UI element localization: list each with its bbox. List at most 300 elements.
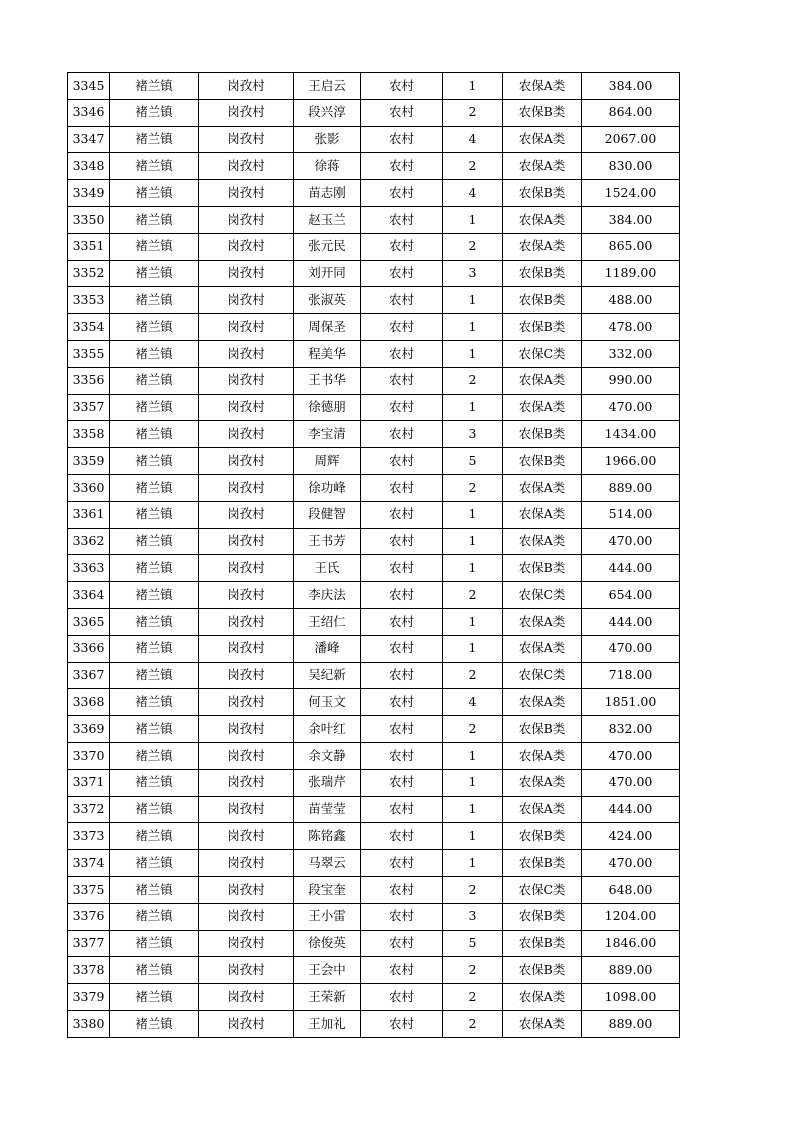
town-cell: 褚兰镇 — [110, 153, 199, 180]
table-row — [68, 153, 680, 180]
roster-table — [67, 72, 680, 1038]
town-cell: 褚兰镇 — [110, 501, 199, 528]
village-cell: 岗孜村 — [199, 796, 294, 823]
member-count-cell: 1 — [443, 73, 503, 100]
name-cell: 苗莹莹 — [294, 796, 361, 823]
table-row — [68, 528, 680, 555]
village-cell: 岗孜村 — [199, 153, 294, 180]
village-cell: 岗孜村 — [199, 260, 294, 287]
village-cell: 岗孜村 — [199, 823, 294, 850]
amount-cell: 1189.00 — [582, 260, 680, 287]
insurance-category-cell: 农保B类 — [503, 180, 582, 207]
household-type-cell: 农村 — [361, 930, 443, 957]
insurance-category-cell: 农保C类 — [503, 662, 582, 689]
town-cell: 褚兰镇 — [110, 73, 199, 100]
insurance-category-cell: 农保C类 — [503, 876, 582, 903]
table-row — [68, 180, 680, 207]
name-cell: 王会中 — [294, 957, 361, 984]
village-cell: 岗孜村 — [199, 689, 294, 716]
name-cell: 李庆法 — [294, 582, 361, 609]
table-row — [68, 1010, 680, 1037]
insurance-category-cell: 农保B类 — [503, 930, 582, 957]
name-cell: 段兴淳 — [294, 99, 361, 126]
member-count-cell: 1 — [443, 340, 503, 367]
table-row — [68, 314, 680, 341]
town-cell: 褚兰镇 — [110, 957, 199, 984]
row-number-cell: 3367 — [68, 662, 110, 689]
name-cell: 张影 — [294, 126, 361, 153]
row-number-cell: 3379 — [68, 984, 110, 1011]
row-number-cell: 3360 — [68, 474, 110, 501]
insurance-category-cell: 农保A类 — [503, 474, 582, 501]
name-cell: 马翠云 — [294, 850, 361, 877]
amount-cell: 864.00 — [582, 99, 680, 126]
table-row — [68, 287, 680, 314]
amount-cell: 1851.00 — [582, 689, 680, 716]
name-cell: 何玉文 — [294, 689, 361, 716]
name-cell: 徐蒋 — [294, 153, 361, 180]
village-cell: 岗孜村 — [199, 206, 294, 233]
household-type-cell: 农村 — [361, 180, 443, 207]
amount-cell: 470.00 — [582, 850, 680, 877]
town-cell: 褚兰镇 — [110, 340, 199, 367]
member-count-cell: 1 — [443, 635, 503, 662]
row-number-cell: 3380 — [68, 1010, 110, 1037]
table-row — [68, 421, 680, 448]
name-cell: 段宝奎 — [294, 876, 361, 903]
row-number-cell: 3369 — [68, 716, 110, 743]
table-row — [68, 850, 680, 877]
row-number-cell: 3371 — [68, 769, 110, 796]
member-count-cell: 2 — [443, 984, 503, 1011]
member-count-cell: 1 — [443, 555, 503, 582]
insurance-category-cell: 农保B类 — [503, 716, 582, 743]
amount-cell: 470.00 — [582, 742, 680, 769]
member-count-cell: 2 — [443, 367, 503, 394]
household-type-cell: 农村 — [361, 73, 443, 100]
village-cell: 岗孜村 — [199, 930, 294, 957]
name-cell: 段健智 — [294, 501, 361, 528]
village-cell: 岗孜村 — [199, 582, 294, 609]
household-type-cell: 农村 — [361, 662, 443, 689]
table-row — [68, 394, 680, 421]
village-cell: 岗孜村 — [199, 421, 294, 448]
name-cell: 潘峰 — [294, 635, 361, 662]
village-cell: 岗孜村 — [199, 314, 294, 341]
household-type-cell: 农村 — [361, 903, 443, 930]
town-cell: 褚兰镇 — [110, 769, 199, 796]
member-count-cell: 2 — [443, 153, 503, 180]
amount-cell: 654.00 — [582, 582, 680, 609]
town-cell: 褚兰镇 — [110, 206, 199, 233]
insurance-category-cell: 农保A类 — [503, 608, 582, 635]
insurance-category-cell: 农保A类 — [503, 153, 582, 180]
household-type-cell: 农村 — [361, 99, 443, 126]
household-type-cell: 农村 — [361, 716, 443, 743]
table-row — [68, 769, 680, 796]
insurance-category-cell: 农保A类 — [503, 528, 582, 555]
amount-cell: 1204.00 — [582, 903, 680, 930]
amount-cell: 1846.00 — [582, 930, 680, 957]
village-cell: 岗孜村 — [199, 340, 294, 367]
insurance-category-cell: 农保B类 — [503, 957, 582, 984]
insurance-category-cell: 农保A类 — [503, 796, 582, 823]
table-row — [68, 662, 680, 689]
amount-cell: 470.00 — [582, 528, 680, 555]
row-number-cell: 3375 — [68, 876, 110, 903]
village-cell: 岗孜村 — [199, 126, 294, 153]
village-cell: 岗孜村 — [199, 528, 294, 555]
table-row — [68, 474, 680, 501]
village-cell: 岗孜村 — [199, 367, 294, 394]
member-count-cell: 1 — [443, 742, 503, 769]
roster-table-body — [68, 73, 680, 1038]
table-row — [68, 957, 680, 984]
table-row — [68, 233, 680, 260]
table-row — [68, 984, 680, 1011]
amount-cell: 889.00 — [582, 957, 680, 984]
name-cell: 王荣新 — [294, 984, 361, 1011]
insurance-category-cell: 农保B类 — [503, 99, 582, 126]
table-row — [68, 903, 680, 930]
household-type-cell: 农村 — [361, 582, 443, 609]
name-cell: 余叶红 — [294, 716, 361, 743]
member-count-cell: 3 — [443, 421, 503, 448]
member-count-cell: 4 — [443, 689, 503, 716]
amount-cell: 1524.00 — [582, 180, 680, 207]
insurance-category-cell: 农保B类 — [503, 260, 582, 287]
town-cell: 褚兰镇 — [110, 394, 199, 421]
name-cell: 周保圣 — [294, 314, 361, 341]
amount-cell: 889.00 — [582, 474, 680, 501]
household-type-cell: 农村 — [361, 769, 443, 796]
name-cell: 王氏 — [294, 555, 361, 582]
row-number-cell: 3352 — [68, 260, 110, 287]
insurance-category-cell: 农保A类 — [503, 367, 582, 394]
name-cell: 刘开同 — [294, 260, 361, 287]
member-count-cell: 4 — [443, 126, 503, 153]
table-row — [68, 608, 680, 635]
insurance-category-cell: 农保A类 — [503, 233, 582, 260]
town-cell: 褚兰镇 — [110, 876, 199, 903]
row-number-cell: 3365 — [68, 608, 110, 635]
household-type-cell: 农村 — [361, 394, 443, 421]
town-cell: 褚兰镇 — [110, 421, 199, 448]
member-count-cell: 3 — [443, 903, 503, 930]
village-cell: 岗孜村 — [199, 957, 294, 984]
insurance-category-cell: 农保A类 — [503, 126, 582, 153]
table-row — [68, 260, 680, 287]
row-number-cell: 3361 — [68, 501, 110, 528]
member-count-cell: 1 — [443, 501, 503, 528]
town-cell: 褚兰镇 — [110, 930, 199, 957]
village-cell: 岗孜村 — [199, 903, 294, 930]
table-row — [68, 823, 680, 850]
row-number-cell: 3354 — [68, 314, 110, 341]
name-cell: 吴纪新 — [294, 662, 361, 689]
town-cell: 褚兰镇 — [110, 448, 199, 475]
insurance-category-cell: 农保A类 — [503, 206, 582, 233]
village-cell: 岗孜村 — [199, 635, 294, 662]
household-type-cell: 农村 — [361, 340, 443, 367]
amount-cell: 514.00 — [582, 501, 680, 528]
row-number-cell: 3374 — [68, 850, 110, 877]
name-cell: 王书华 — [294, 367, 361, 394]
village-cell: 岗孜村 — [199, 555, 294, 582]
amount-cell: 470.00 — [582, 394, 680, 421]
member-count-cell: 1 — [443, 796, 503, 823]
name-cell: 王绍仁 — [294, 608, 361, 635]
town-cell: 褚兰镇 — [110, 635, 199, 662]
insurance-category-cell: 农保A类 — [503, 689, 582, 716]
village-cell: 岗孜村 — [199, 73, 294, 100]
town-cell: 褚兰镇 — [110, 474, 199, 501]
row-number-cell: 3347 — [68, 126, 110, 153]
town-cell: 褚兰镇 — [110, 850, 199, 877]
household-type-cell: 农村 — [361, 1010, 443, 1037]
household-type-cell: 农村 — [361, 742, 443, 769]
insurance-category-cell: 农保B类 — [503, 823, 582, 850]
village-cell: 岗孜村 — [199, 716, 294, 743]
household-type-cell: 农村 — [361, 448, 443, 475]
amount-cell: 830.00 — [582, 153, 680, 180]
household-type-cell: 农村 — [361, 635, 443, 662]
insurance-category-cell: 农保B类 — [503, 314, 582, 341]
member-count-cell: 2 — [443, 716, 503, 743]
table-row — [68, 99, 680, 126]
amount-cell: 1966.00 — [582, 448, 680, 475]
member-count-cell: 4 — [443, 180, 503, 207]
row-number-cell: 3353 — [68, 287, 110, 314]
member-count-cell: 1 — [443, 287, 503, 314]
household-type-cell: 农村 — [361, 474, 443, 501]
household-type-cell: 农村 — [361, 876, 443, 903]
village-cell: 岗孜村 — [199, 984, 294, 1011]
table-row — [68, 635, 680, 662]
household-type-cell: 农村 — [361, 367, 443, 394]
table-row — [68, 716, 680, 743]
row-number-cell: 3350 — [68, 206, 110, 233]
household-type-cell: 农村 — [361, 153, 443, 180]
amount-cell: 990.00 — [582, 367, 680, 394]
row-number-cell: 3364 — [68, 582, 110, 609]
row-number-cell: 3372 — [68, 796, 110, 823]
town-cell: 褚兰镇 — [110, 99, 199, 126]
household-type-cell: 农村 — [361, 260, 443, 287]
insurance-category-cell: 农保B类 — [503, 850, 582, 877]
amount-cell: 718.00 — [582, 662, 680, 689]
member-count-cell: 5 — [443, 448, 503, 475]
amount-cell: 444.00 — [582, 796, 680, 823]
member-count-cell: 2 — [443, 474, 503, 501]
member-count-cell: 2 — [443, 233, 503, 260]
amount-cell: 444.00 — [582, 608, 680, 635]
member-count-cell: 2 — [443, 957, 503, 984]
town-cell: 褚兰镇 — [110, 260, 199, 287]
village-cell: 岗孜村 — [199, 474, 294, 501]
name-cell: 王加礼 — [294, 1010, 361, 1037]
table-row — [68, 501, 680, 528]
member-count-cell: 1 — [443, 769, 503, 796]
table-row — [68, 367, 680, 394]
household-type-cell: 农村 — [361, 957, 443, 984]
insurance-category-cell: 农保B类 — [503, 903, 582, 930]
household-type-cell: 农村 — [361, 421, 443, 448]
town-cell: 褚兰镇 — [110, 367, 199, 394]
table-row — [68, 340, 680, 367]
town-cell: 褚兰镇 — [110, 742, 199, 769]
household-type-cell: 农村 — [361, 126, 443, 153]
name-cell: 赵玉兰 — [294, 206, 361, 233]
name-cell: 张元民 — [294, 233, 361, 260]
member-count-cell: 1 — [443, 206, 503, 233]
amount-cell: 648.00 — [582, 876, 680, 903]
amount-cell: 2067.00 — [582, 126, 680, 153]
amount-cell: 889.00 — [582, 1010, 680, 1037]
table-row — [68, 555, 680, 582]
table-row — [68, 206, 680, 233]
name-cell: 苗志刚 — [294, 180, 361, 207]
table-row — [68, 582, 680, 609]
member-count-cell: 5 — [443, 930, 503, 957]
town-cell: 褚兰镇 — [110, 233, 199, 260]
village-cell: 岗孜村 — [199, 742, 294, 769]
row-number-cell: 3363 — [68, 555, 110, 582]
household-type-cell: 农村 — [361, 314, 443, 341]
town-cell: 褚兰镇 — [110, 689, 199, 716]
amount-cell: 865.00 — [582, 233, 680, 260]
member-count-cell: 1 — [443, 608, 503, 635]
member-count-cell: 2 — [443, 99, 503, 126]
name-cell: 余文静 — [294, 742, 361, 769]
village-cell: 岗孜村 — [199, 1010, 294, 1037]
row-number-cell: 3376 — [68, 903, 110, 930]
amount-cell: 384.00 — [582, 206, 680, 233]
member-count-cell: 2 — [443, 582, 503, 609]
town-cell: 褚兰镇 — [110, 314, 199, 341]
name-cell: 张瑞芹 — [294, 769, 361, 796]
table-row — [68, 796, 680, 823]
town-cell: 褚兰镇 — [110, 126, 199, 153]
town-cell: 褚兰镇 — [110, 555, 199, 582]
amount-cell: 832.00 — [582, 716, 680, 743]
amount-cell: 384.00 — [582, 73, 680, 100]
name-cell: 陈铭鑫 — [294, 823, 361, 850]
household-type-cell: 农村 — [361, 823, 443, 850]
table-row — [68, 126, 680, 153]
town-cell: 褚兰镇 — [110, 662, 199, 689]
amount-cell: 470.00 — [582, 769, 680, 796]
table-row — [68, 448, 680, 475]
insurance-category-cell: 农保A类 — [503, 73, 582, 100]
member-count-cell: 1 — [443, 314, 503, 341]
insurance-category-cell: 农保B类 — [503, 448, 582, 475]
row-number-cell: 3345 — [68, 73, 110, 100]
amount-cell: 488.00 — [582, 287, 680, 314]
amount-cell: 332.00 — [582, 340, 680, 367]
name-cell: 王启云 — [294, 73, 361, 100]
household-type-cell: 农村 — [361, 555, 443, 582]
household-type-cell: 农村 — [361, 287, 443, 314]
name-cell: 徐功峰 — [294, 474, 361, 501]
insurance-category-cell: 农保A类 — [503, 635, 582, 662]
household-type-cell: 农村 — [361, 796, 443, 823]
amount-cell: 478.00 — [582, 314, 680, 341]
insurance-category-cell: 农保B类 — [503, 287, 582, 314]
name-cell: 李宝清 — [294, 421, 361, 448]
amount-cell: 444.00 — [582, 555, 680, 582]
name-cell: 程美华 — [294, 340, 361, 367]
village-cell: 岗孜村 — [199, 394, 294, 421]
name-cell: 徐德朋 — [294, 394, 361, 421]
row-number-cell: 3349 — [68, 180, 110, 207]
town-cell: 褚兰镇 — [110, 823, 199, 850]
town-cell: 褚兰镇 — [110, 903, 199, 930]
row-number-cell: 3358 — [68, 421, 110, 448]
name-cell: 周辉 — [294, 448, 361, 475]
insurance-category-cell: 农保A类 — [503, 769, 582, 796]
household-type-cell: 农村 — [361, 689, 443, 716]
name-cell: 张淑英 — [294, 287, 361, 314]
insurance-category-cell: 农保A类 — [503, 1010, 582, 1037]
household-type-cell: 农村 — [361, 608, 443, 635]
row-number-cell: 3366 — [68, 635, 110, 662]
member-count-cell: 3 — [443, 260, 503, 287]
row-number-cell: 3357 — [68, 394, 110, 421]
name-cell: 王小雷 — [294, 903, 361, 930]
amount-cell: 470.00 — [582, 635, 680, 662]
table-row — [68, 876, 680, 903]
town-cell: 褚兰镇 — [110, 528, 199, 555]
member-count-cell: 1 — [443, 850, 503, 877]
town-cell: 褚兰镇 — [110, 796, 199, 823]
insurance-category-cell: 农保A类 — [503, 984, 582, 1011]
village-cell: 岗孜村 — [199, 287, 294, 314]
household-type-cell: 农村 — [361, 233, 443, 260]
row-number-cell: 3355 — [68, 340, 110, 367]
member-count-cell: 2 — [443, 876, 503, 903]
insurance-category-cell: 农保A类 — [503, 742, 582, 769]
household-type-cell: 农村 — [361, 850, 443, 877]
row-number-cell: 3348 — [68, 153, 110, 180]
insurance-category-cell: 农保A类 — [503, 394, 582, 421]
town-cell: 褚兰镇 — [110, 582, 199, 609]
row-number-cell: 3373 — [68, 823, 110, 850]
village-cell: 岗孜村 — [199, 501, 294, 528]
amount-cell: 1098.00 — [582, 984, 680, 1011]
row-number-cell: 3370 — [68, 742, 110, 769]
insurance-category-cell: 农保C类 — [503, 340, 582, 367]
row-number-cell: 3377 — [68, 930, 110, 957]
village-cell: 岗孜村 — [199, 99, 294, 126]
insurance-category-cell: 农保B类 — [503, 555, 582, 582]
village-cell: 岗孜村 — [199, 876, 294, 903]
row-number-cell: 3359 — [68, 448, 110, 475]
member-count-cell: 1 — [443, 823, 503, 850]
village-cell: 岗孜村 — [199, 233, 294, 260]
table-row — [68, 930, 680, 957]
member-count-cell: 1 — [443, 394, 503, 421]
household-type-cell: 农村 — [361, 501, 443, 528]
village-cell: 岗孜村 — [199, 180, 294, 207]
amount-cell: 1434.00 — [582, 421, 680, 448]
insurance-category-cell: 农保C类 — [503, 582, 582, 609]
household-type-cell: 农村 — [361, 206, 443, 233]
row-number-cell: 3351 — [68, 233, 110, 260]
town-cell: 褚兰镇 — [110, 180, 199, 207]
table-row — [68, 742, 680, 769]
village-cell: 岗孜村 — [199, 769, 294, 796]
